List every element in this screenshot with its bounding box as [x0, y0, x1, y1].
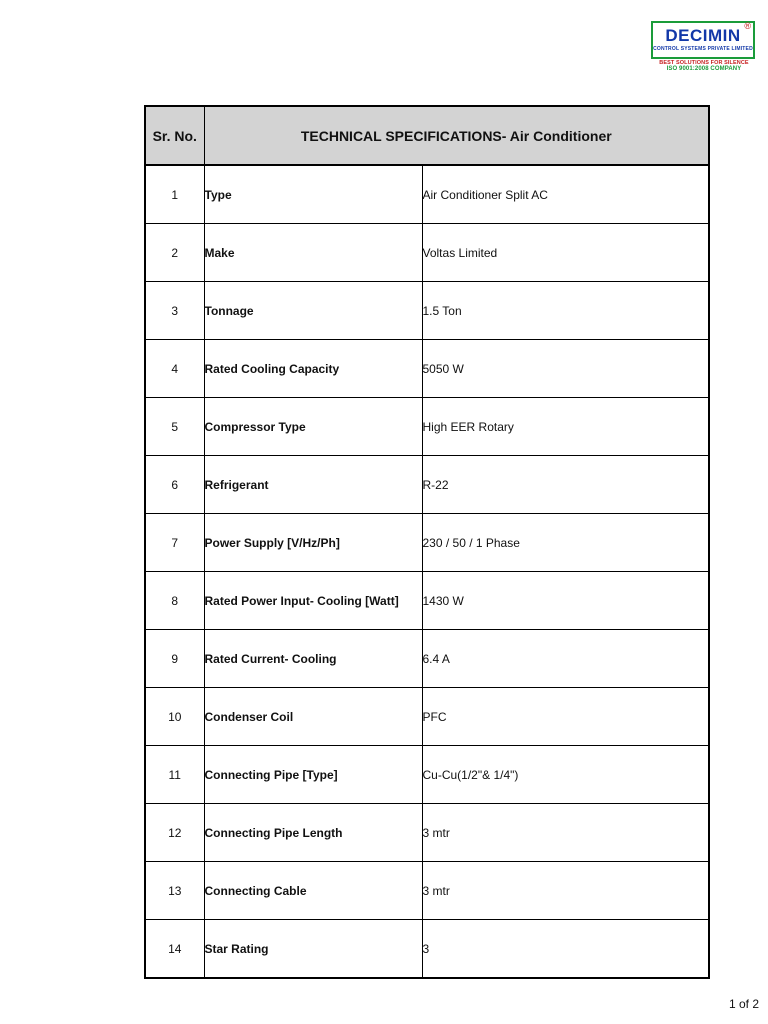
- parameter-cell: Star Rating: [204, 920, 422, 979]
- value-cell: 6.4 A: [422, 630, 709, 688]
- table-row: [145, 630, 709, 688]
- table-row: [145, 572, 709, 630]
- parameter-cell: Power Supply [V/Hz/Ph]: [204, 514, 422, 572]
- sr-no-cell: 2: [145, 224, 204, 282]
- parameter-cell: Connecting Pipe [Type]: [204, 746, 422, 804]
- specifications-table: [144, 105, 710, 979]
- table-row: [145, 224, 709, 282]
- sr-no-cell: 6: [145, 456, 204, 514]
- value-cell: R-22: [422, 456, 709, 514]
- parameter-cell: Condenser Coil: [204, 688, 422, 746]
- table-row: [145, 920, 709, 979]
- logo-certification: ISO 9001:2008 COMPANY: [666, 66, 742, 72]
- value-cell: 3 mtr: [422, 804, 709, 862]
- value-cell: 5050 W: [422, 340, 709, 398]
- parameter-cell: Rated Current- Cooling: [204, 630, 422, 688]
- sr-no-cell: 13: [145, 862, 204, 920]
- logo-box: [651, 21, 755, 59]
- value-cell: PFC: [422, 688, 709, 746]
- value-cell: 3: [422, 920, 709, 979]
- table-header-row: [145, 106, 709, 165]
- value-cell: Air Conditioner Split AC: [422, 165, 709, 224]
- company-logo: [648, 14, 760, 72]
- page-number: 1 of 2: [729, 997, 760, 1011]
- logo-name: DECIMIN: [665, 26, 741, 45]
- sr-no-cell: 8: [145, 572, 204, 630]
- sr-no-cell: 10: [145, 688, 204, 746]
- table-row: [145, 804, 709, 862]
- specifications-body: [145, 165, 709, 978]
- sr-no-cell: 7: [145, 514, 204, 572]
- sr-no-cell: 1: [145, 165, 204, 224]
- parameter-cell: Tonnage: [204, 282, 422, 340]
- parameter-cell: Connecting Cable: [204, 862, 422, 920]
- table-row: [145, 340, 709, 398]
- parameter-cell: Type: [204, 165, 422, 224]
- value-cell: Voltas Limited: [422, 224, 709, 282]
- parameter-cell: Rated Cooling Capacity: [204, 340, 422, 398]
- sr-no-header: Sr. No.: [145, 106, 204, 165]
- sr-no-cell: 14: [145, 920, 204, 979]
- value-cell: 230 / 50 / 1 Phase: [422, 514, 709, 572]
- sr-no-cell: 12: [145, 804, 204, 862]
- table-row: [145, 398, 709, 456]
- sr-no-cell: 9: [145, 630, 204, 688]
- parameter-cell: Refrigerant: [204, 456, 422, 514]
- value-cell: High EER Rotary: [422, 398, 709, 456]
- value-cell: Cu-Cu(1/2"& 1/4"): [422, 746, 709, 804]
- registered-mark: ®: [744, 21, 751, 31]
- sr-no-cell: 3: [145, 282, 204, 340]
- parameter-cell: Rated Power Input- Cooling [Watt]: [204, 572, 422, 630]
- table-row: [145, 746, 709, 804]
- table-row: [145, 282, 709, 340]
- table-row: [145, 688, 709, 746]
- sr-no-cell: 11: [145, 746, 204, 804]
- parameter-cell: Compressor Type: [204, 398, 422, 456]
- table-row: [145, 165, 709, 224]
- sr-no-cell: 4: [145, 340, 204, 398]
- logo-tagline: BEST SOLUTIONS FOR SILENCE: [659, 60, 749, 66]
- table-row: [145, 456, 709, 514]
- parameter-cell: Make: [204, 224, 422, 282]
- value-cell: 1.5 Ton: [422, 282, 709, 340]
- sr-no-cell: 5: [145, 398, 204, 456]
- parameter-cell: Connecting Pipe Length: [204, 804, 422, 862]
- value-cell: 1430 W: [422, 572, 709, 630]
- logo-subtitle: CONTROL SYSTEMS PRIVATE LIMITED: [653, 46, 753, 52]
- table-row: [145, 862, 709, 920]
- table-title-header: TECHNICAL SPECIFICATIONS- Air Conditioner: [204, 106, 709, 165]
- table-row: [145, 514, 709, 572]
- value-cell: 3 mtr: [422, 862, 709, 920]
